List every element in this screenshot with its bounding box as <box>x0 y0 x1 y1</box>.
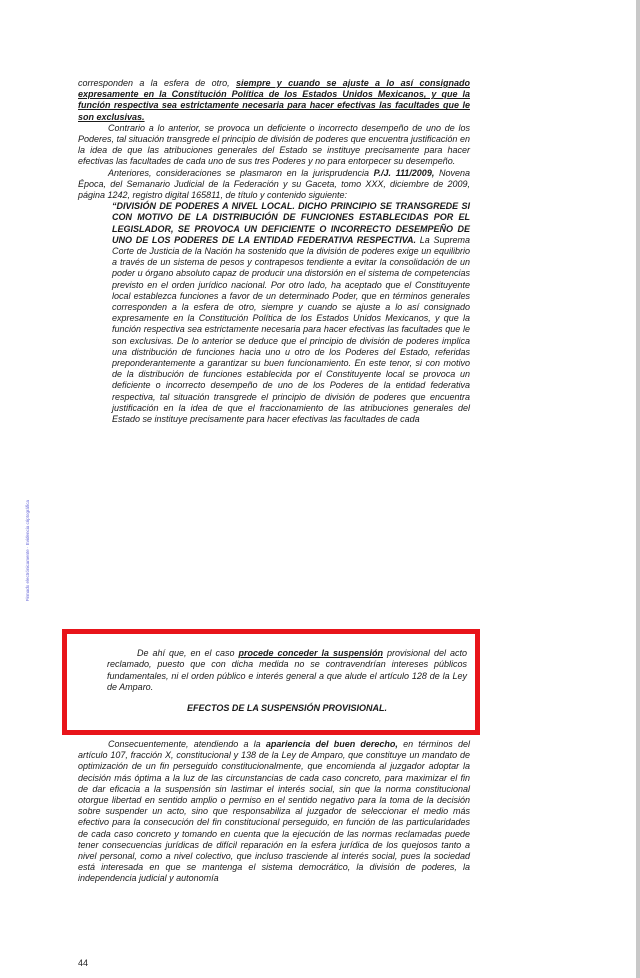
highlight-box <box>62 629 480 735</box>
paragraph-2: Contrario a lo anterior, se provoca un deficiente o incorrecto desempeño de uno de los Poderes, tal situación transgrede el principio de división de poderes que encuentra justificación en la idea de que las atribuciones generales del Estado se instituye precisamente para hacer efectivas las facultades de cada uno de sus tres Poderes y no para entorpecer su desempeño. <box>78 122 470 167</box>
paragraph-1: corresponden a la esfera de otro, siempre y cuando se ajuste a lo así consignado expresamente en la Constitución Política de los Estados Unidos Mexicanos, y que la función respectiva sea estrictamente necesaria para hacer efectivas las facultades que le son exclusivas. <box>78 78 470 122</box>
margin-signature-note: Firmado electrónicamente · Evidencia criptográfica <box>25 500 30 602</box>
lower-text-block <box>78 739 470 885</box>
paragraph-3: Anteriores, consideraciones se plasmaron en la jurisprudencia P./J. 111/2009, Novena Época, del Semanario Judicial de la Federación y su Gaceta, tomo XXX, diciembre de 2009, página 1242, registro digital 165811, de título y contenido siguiente: <box>78 167 470 201</box>
underlined-emphasis: siempre y cuando se ajuste a lo así consignado expresamente en la Constitución Política de los Estados Unidos Mexicanos, y que la función respectiva sea estrictamente necesaria para hacer efectivas las facultades que le son exclusivas. <box>78 78 470 122</box>
scrollbar[interactable] <box>636 0 640 978</box>
page-number: 44 <box>78 958 89 968</box>
suspension-paragraph: De ahí que, en el caso procede conceder la suspensión provisional del acto reclamado, puesto que con dicha medida no se contravendrían intereses públicos fundamentales, ni el orden público e interés general a que alude el artículo 128 de la Ley de Amparo. <box>107 648 468 693</box>
quote-title: “DIVISIÓN DE PODERES A NIVEL LOCAL. DICHO PRINCIPIO SE TRANSGREDE SI CON MOTIVO DE LA DISTRIBUCIÓN DE FUNCIONES ESTABLECIDAS POR EL LEGISLADOR, SE PROVOCA UN DEFICIENTE O INCORRECTO DESEMPEÑO DE UNO DE LOS PODERES DE LA ENTIDAD FEDERATIVA RESPECTIVA. <box>112 201 470 245</box>
section-heading: EFECTOS DE LA SUSPENSIÓN PROVISIONAL. <box>186 702 388 713</box>
jurisprudence-quote <box>112 201 470 425</box>
quote-body: La Suprema Corte de Justicia de la Nación ha sostenido que la división de poderes exige un equilibrio a través de un sistema de pesos y contrapesos tendiente a evitar la consolidación de un poder u órgano absoluto capaz de producir una distorsión en el sistema de competencias previsto en el orden jurídico nacional. Por otro lado, ha aceptado que el Constituyente local establezca funciones a favor de un determinado Poder, que en términos generales corresponden a la esfera de otro, siempre y cuando se ajuste a lo así consignado expresamente en la Constitución Política de los Estados Unidos Mexicanos, y que la función respectiva sea estrictamente necesaria para hacer efectivas las facultades que le son exclusivas. De lo anterior se deduce que el principio de división de poderes implica una distribución de funciones hacia uno u otro de los Poderes del Estado, referidas preponderantemente a garantizar su buen funcionamiento. En este tenor, si con motivo de la distribución de funciones establecida por el Constituyente local se provoca un deficiente o incorrecto desempeño de uno de los Poderes de la entidad federativa respectiva, tal situación transgrede el principio de división de poderes que encuentra justificación en la idea de que el fraccionamiento de las atribuciones generales del Estado se instituye precisamente para hacer efectivas las facultades de cada <box>112 234 470 425</box>
highlight-content <box>107 648 467 723</box>
upper-text-block <box>78 78 470 425</box>
paragraph-consecuentemente: Consecuentemente, atendiendo a la apariencia del buen derecho, en términos del artículo 107, fracción X, constitucional y 138 de la Ley de Amparo, que constituye un mandato de optimización de un fin perseguido constitucionalmente, que encomienda al juzgador adoptar la decisión más óptima a la luz de las circunstancias de cada caso concreto, para maximizar el fin de dar eficacia a la suspensión sin lastimar el interés social, sin que la norma constitucional otorgue libertad en sentido amplio o permiso en el sentido negativo para la toma de la decisión sobre suspender un acto, sino que responsabiliza al juzgador de seleccionar el medio más efectivo para la consecución del fin constitucional perseguido, en función de las particularidades de cada caso concreto y tomando en cuenta que la ejecución de las normas reclamadas puede tener consecuencias jurídicas de difícil reparación en la esfera jurídica de los quejosos tanto a nivel personal, como a nivel colectivo, que incluso trasciende al interés social, pues la sociedad está interesada en que se mantenga el sistema democrático, la división de poderes, la independencia judicial y autonomía <box>78 739 470 884</box>
